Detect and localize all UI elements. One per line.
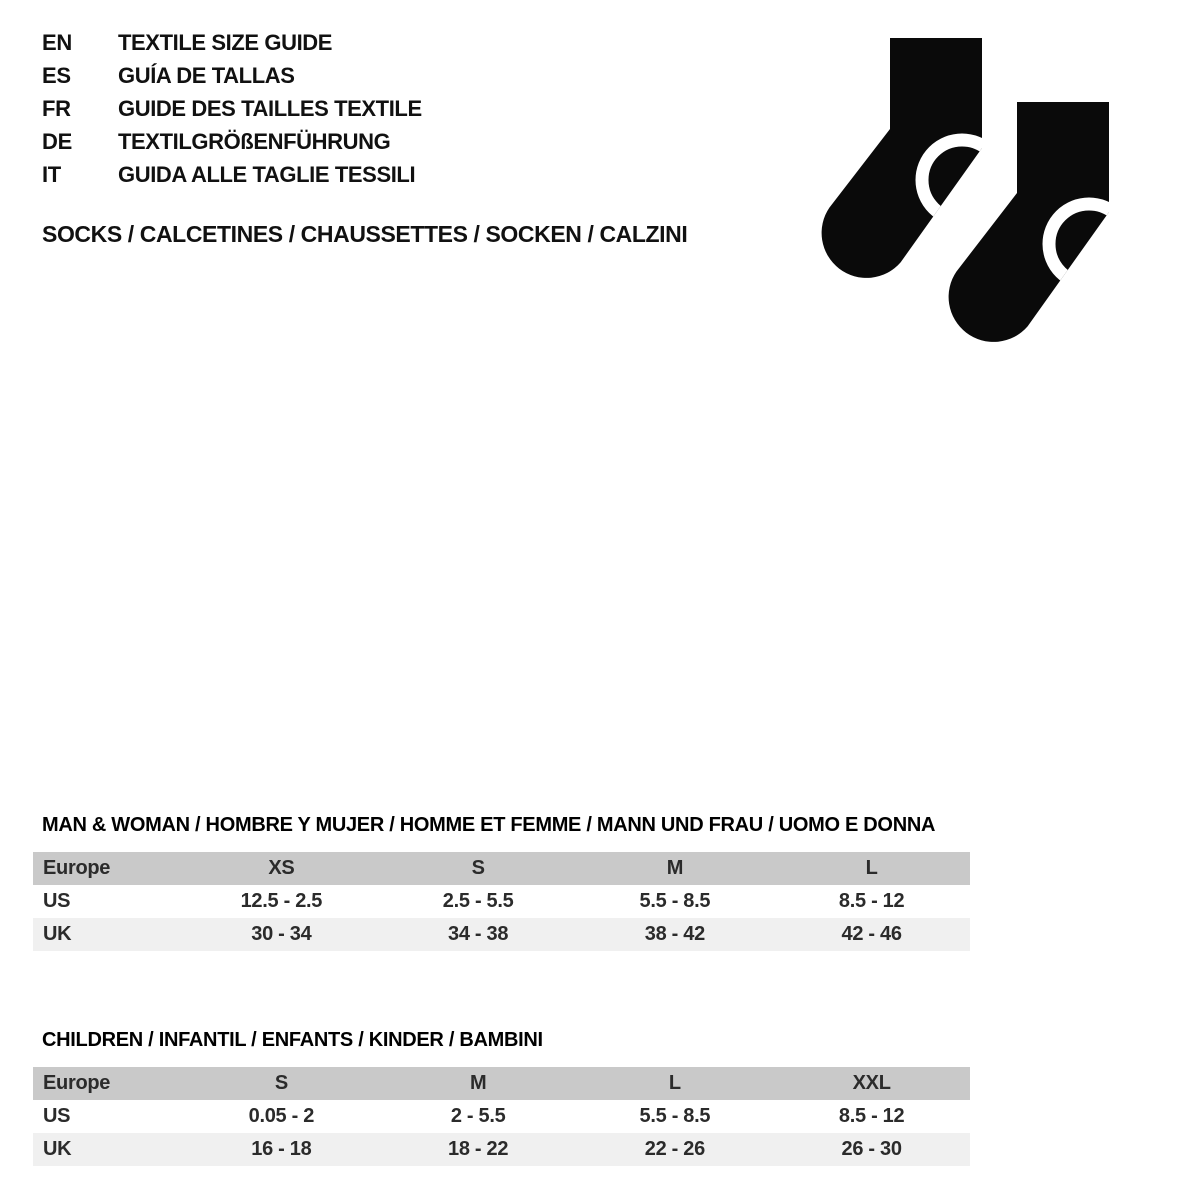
size-value: 22 - 26 bbox=[644, 1138, 705, 1160]
header-cell-region: Europe bbox=[43, 857, 111, 879]
socks-icon bbox=[790, 20, 1120, 360]
adult-size-table bbox=[33, 852, 970, 951]
language-row-it bbox=[42, 158, 422, 191]
size-value: 0.05 - 2 bbox=[248, 1105, 315, 1127]
table-header-row bbox=[33, 852, 970, 885]
language-row-es bbox=[42, 59, 422, 92]
size-value: 34 - 38 bbox=[448, 923, 509, 945]
sock-front bbox=[822, 38, 1002, 278]
children-section-title: CHILDREN / INFANTIL / ENFANTS / KINDER / BAMBINI bbox=[42, 1029, 543, 1051]
guide-title-it: GUIDA ALLE TAGLIE TESSILI bbox=[118, 161, 416, 187]
language-code: IT bbox=[42, 161, 61, 187]
size-value: 18 - 22 bbox=[448, 1138, 509, 1160]
table-row-us bbox=[33, 885, 970, 918]
language-row-en bbox=[42, 26, 422, 59]
size-value: 42 - 46 bbox=[841, 923, 902, 945]
row-label: UK bbox=[43, 1138, 72, 1160]
header-cell-size: XXL bbox=[852, 1072, 891, 1094]
guide-title-fr: GUIDE DES TAILLES TEXTILE bbox=[118, 95, 422, 121]
size-value: 5.5 - 8.5 bbox=[639, 890, 711, 912]
header-cell-size: S bbox=[471, 857, 485, 879]
size-value: 26 - 30 bbox=[841, 1138, 902, 1160]
language-code: ES bbox=[42, 62, 71, 88]
table-header-row bbox=[33, 1067, 970, 1100]
table-row-uk bbox=[33, 918, 970, 951]
language-code: DE bbox=[42, 128, 72, 154]
header-cell-size: M bbox=[469, 1072, 487, 1094]
row-label: US bbox=[43, 1105, 71, 1127]
language-row-de bbox=[42, 125, 422, 158]
language-code: FR bbox=[42, 95, 71, 121]
header-cell-size: XS bbox=[268, 857, 295, 879]
row-label: UK bbox=[43, 923, 72, 945]
language-title-list bbox=[42, 26, 422, 191]
language-row-fr bbox=[42, 92, 422, 125]
table-row-us bbox=[33, 1100, 970, 1133]
socks-icon-svg bbox=[790, 20, 1120, 360]
size-value: 30 - 34 bbox=[251, 923, 312, 945]
table-row-uk bbox=[33, 1133, 970, 1166]
header-cell-size: M bbox=[666, 857, 684, 879]
size-value: 2.5 - 5.5 bbox=[442, 890, 514, 912]
header-cell-size: L bbox=[865, 857, 878, 879]
language-code: EN bbox=[42, 29, 72, 55]
size-value: 8.5 - 12 bbox=[838, 890, 905, 912]
size-value: 16 - 18 bbox=[251, 1138, 312, 1160]
guide-title-es: GUÍA DE TALLAS bbox=[118, 62, 295, 88]
guide-title-de: TEXTILGRÖßENFÜHRUNG bbox=[118, 128, 391, 154]
guide-title-en: TEXTILE SIZE GUIDE bbox=[118, 29, 333, 55]
header-cell-region: Europe bbox=[43, 1072, 111, 1094]
row-label: US bbox=[43, 890, 71, 912]
size-value: 12.5 - 2.5 bbox=[240, 890, 323, 912]
size-value: 38 - 42 bbox=[644, 923, 705, 945]
adult-section-title: MAN & WOMAN / HOMBRE Y MUJER / HOMME ET FEMME / MANN UND FRAU / UOMO E DONNA bbox=[42, 814, 936, 836]
header-cell-size: S bbox=[274, 1072, 288, 1094]
header-cell-size: L bbox=[668, 1072, 681, 1094]
children-size-table bbox=[33, 1067, 970, 1166]
children-size-section bbox=[33, 1029, 970, 1166]
size-value: 2 - 5.5 bbox=[450, 1105, 506, 1127]
size-value: 8.5 - 12 bbox=[838, 1105, 905, 1127]
product-categories-line: SOCKS / CALCETINES / CHAUSSETTES / SOCKEN / CALZINI bbox=[42, 221, 688, 247]
adult-size-section bbox=[33, 814, 970, 951]
size-value: 5.5 - 8.5 bbox=[639, 1105, 711, 1127]
